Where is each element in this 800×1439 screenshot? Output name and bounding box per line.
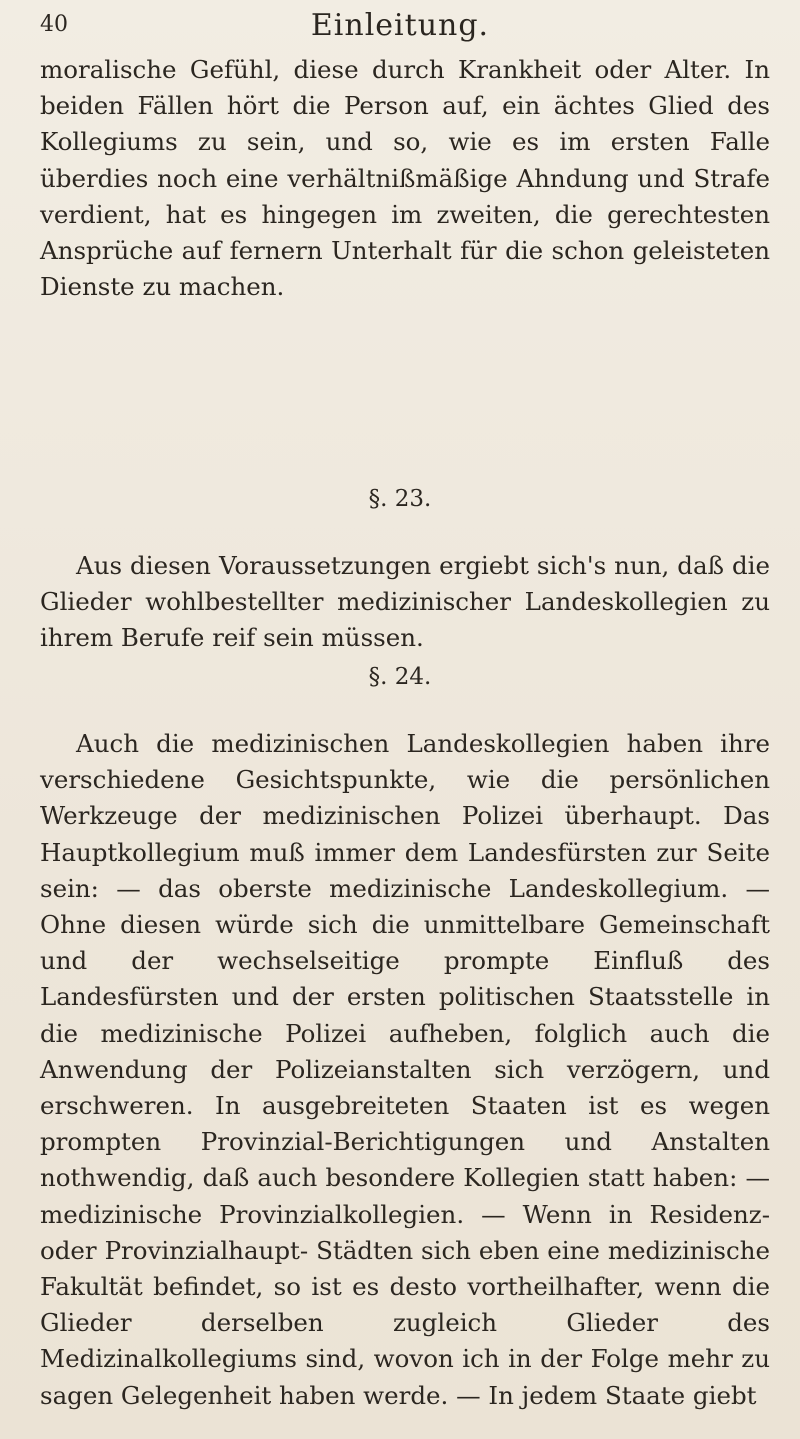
section-heading-24: §. 24. <box>368 664 432 690</box>
paragraph-3: Auch die medizinischen Landeskollegien haben ihre verschiedene Gesichtspunkte, wie die persönlichen Werkzeuge der medizinischen Polizei überhaupt. Das Hauptkollegium muß immer dem Landesfürsten zur Seite sein: — das oberste medizinische Landeskollegium. — Ohne diesen würde sich die unmittelbare Gemeinschaft und der wechselseitige prompte Einfluß des Landesfürsten und der ersten politischen Staatsstelle in die medizinische Polizei aufheben, folglich auch die Anwendung der Polizeianstalten sich verzögern, und erschweren. In ausgebreiteten Staaten ist es wegen prompten Provinzial-Berichtigungen und Anstalten nothwendig, daß auch besondere Kollegien statt haben: — medizinische Provinzialkollegien. — Wenn in Residenz- oder Provinzialhaupt- Städten sich eben eine medizinische Fakultät befindet, so ist es desto vortheilhafter, wenn die Glieder derselben zugleich Glieder des Medizinalkollegiums sind, wovon ich in der Folge mehr zu sagen Gelegenheit haben werde. — In jedem Staate giebt <box>40 729 770 1410</box>
running-head: Einleitung. <box>310 8 490 43</box>
section-heading-23: §. 23. <box>368 486 432 512</box>
paragraph-1: moralische Gefühl, diese durch Krankheit oder Alter. In beiden Fällen hört die Person auf, ein ächtes Glied des Kollegiums zu sein, und so, wie es im ersten Falle überdies noch eine verhältnißmäßige Ahndung und Strafe verdient, hat es hingegen im zweiten, die gerechtesten Ansprüche auf fernern Unterhalt für die schon geleisteten Dienste zu machen. <box>40 55 770 302</box>
page-header <box>40 8 760 48</box>
page-number: 40 <box>40 12 68 37</box>
paragraph-2: Aus diesen Voraussetzungen ergiebt sich's nun, daß die Glieder wohlbestellter medizinischer Landeskollegien zu ihrem Berufe reif sein müssen. <box>40 551 770 653</box>
